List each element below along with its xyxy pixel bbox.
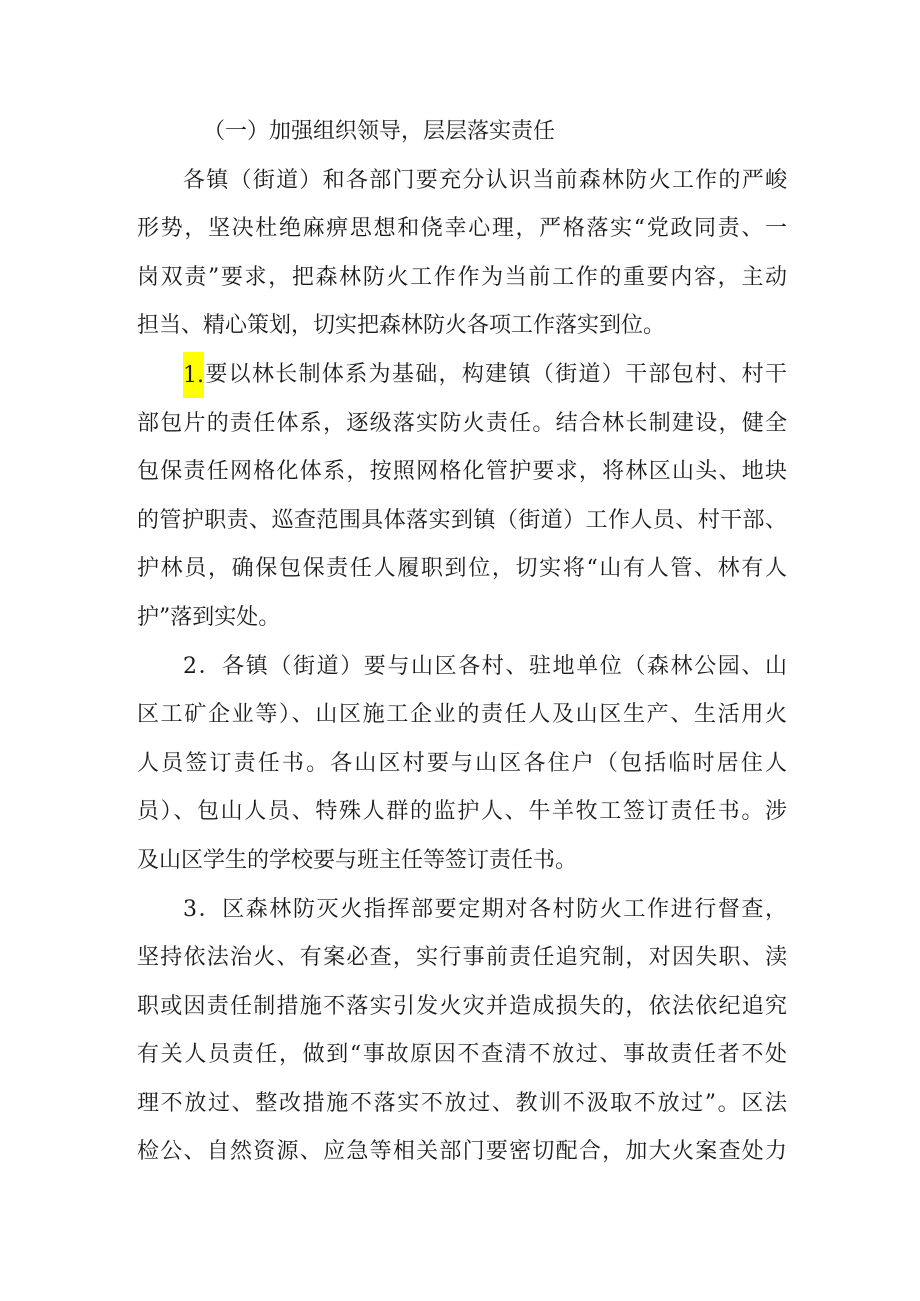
text-line: 护”落到实处。 [137, 604, 281, 630]
text-line: 担当、精心策划，切实把森林防火各项工作落实到位。 [137, 313, 666, 339]
text-line: 有关人员责任，做到“事故原因不查清不放过、事故责任者不处 [137, 1042, 787, 1068]
highlighted-item-number: 1. [183, 352, 204, 398]
text-line: 区工矿企业等）、山区施工企业的责任人及山区生产、生活用火 [137, 702, 787, 728]
text-line: 的管护职责、巡查范围具体落实到镇（街道）工作人员、村干部、 [137, 507, 787, 533]
text-line: 职或因责任制措施不落实引发火灾并造成损失的，依法依纪追究 [137, 993, 787, 1019]
text-line: 岗双责”要求，把森林防火工作作为当前工作的重要内容，主动 [137, 264, 787, 290]
paragraph-item-3 [137, 886, 787, 1178]
text-line: 及山区学生的学校要与班主任等签订责任书。 [137, 847, 578, 873]
text-line: 员）、包山人员、特殊人群的监护人、牛羊牧工签订责任书。涉 [137, 799, 787, 825]
text-line: 2．各镇（街道）要与山区各村、驻地单位（森林公园、山 [183, 653, 787, 679]
text-line: 理不放过、整改措施不落实不放过、教训不汲取不放过”。区法 [137, 1090, 787, 1116]
text-line: 部包片的责任体系，逐级落实防火责任。结合林长制建设，健全 [137, 410, 787, 436]
text-line: 检公、自然资源、应急等相关部门要密切配合，加大火案查处力 [137, 1139, 787, 1165]
text-line-content: 要以林长制体系为基础，构建镇（街道）干部包村、村干 [204, 361, 787, 387]
text-line: 坚持依法治火、有案必查，实行事前责任追究制，对因失职、渎 [137, 945, 787, 971]
paragraph-intro [137, 157, 787, 351]
section-heading: （一）加强组织领导，层层落实责任 [203, 119, 556, 144]
text-line: 各镇（街道）和各部门要充分认识当前森林防火工作的严峻 [183, 167, 787, 193]
text-line: 包保责任网格化体系，按照网格化管护要求，将林区山头、地块 [137, 459, 787, 485]
text-line: 形势，坚决杜绝麻痹思想和侥幸心理，严格落实“党政同责、一 [137, 216, 787, 242]
text-line: 3．区森林防灭火指挥部要定期对各村防火工作进行督查， [183, 896, 787, 922]
document-page [137, 108, 787, 1177]
paragraph-item-2 [137, 643, 787, 886]
paragraph-item-1 [137, 351, 787, 643]
text-line [137, 351, 787, 400]
text-line: 护林员，确保包保责任人履职到位，切实将“山有人管、林有人 [137, 556, 787, 582]
text-line: 人员签订责任书。各山区村要与山区各住户（包括临时居住人 [137, 750, 787, 776]
